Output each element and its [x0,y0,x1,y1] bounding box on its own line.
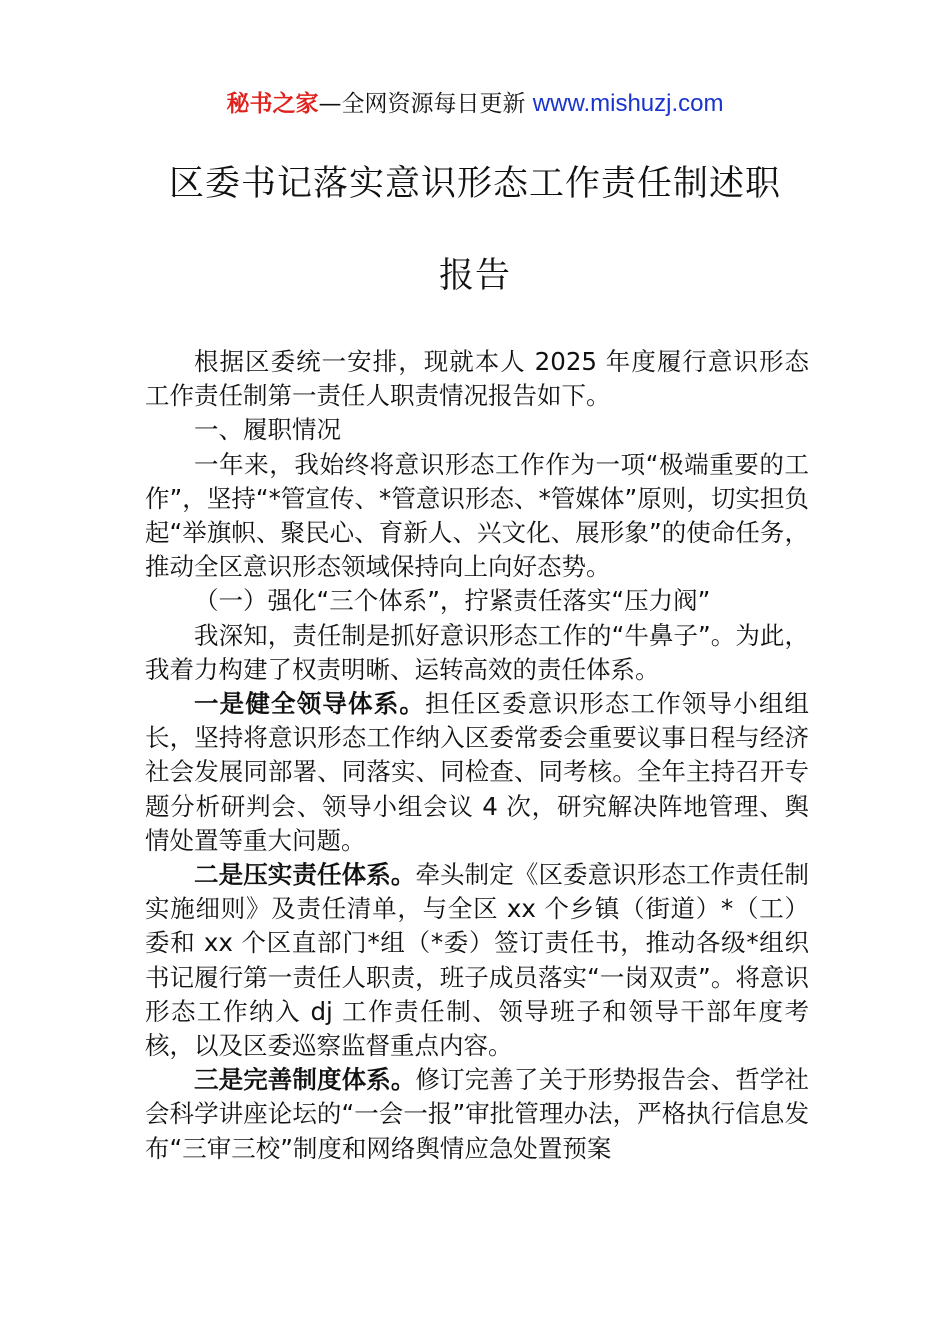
paragraph-text: 修订完善了关于形势报告会、哲学社会科学讲座论坛的“一会一报”审批管理办法，严格执行信息发布“三审三校”制度和网络舆情应急处置预案 [145,1065,809,1163]
body-paragraph [145,858,809,1063]
paragraph-lead: 一是健全领导体系。 [194,689,426,719]
document-body [145,345,809,1166]
paragraph-text: 牵头制定《区委意识形态工作责任制实施细则》及责任清单，与全区 xx 个乡镇（街道）*（工）委和 xx 个区直部门*组（*委）签订责任书，推动各级*组织书记履行第一责任人职责，班子成员落实“一岗双责”。将意识形态工作纳入 dj 工作责任制、领导班子和领导干部年度考核，以及区委巡察监督重点内容。 [145,860,809,1061]
site-tagline: —全网资源每日更新 [318,91,533,117]
paragraph-text: 担任区委意识形态工作领导小组组长，坚持将意识形态工作纳入区委常委会重要议事日程与经济社会发展同部署、同落实、同检查、同考核。全年主持召开专题分析研判会、领导小组会议 4 次，研究解决阵地管理、舆情处置等重大问题。 [145,689,810,855]
body-paragraph: 我深知，责任制是抓好意识形态工作的“牛鼻子”。为此，我着力构建了权责明晰、运转高效的责任体系。 [145,620,809,684]
subsection-heading: （一）强化“三个体系”，拧紧责任落实“压力阀” [194,586,711,616]
body-paragraph [145,1063,809,1166]
body-paragraph [145,687,809,858]
title-line-1: 区委书记落实意识形态工作责任制述职 [168,164,781,204]
document-title [145,158,805,302]
paragraph-lead: 三是完善制度体系。 [194,1065,416,1095]
site-brand: 秘书之家 [226,91,319,117]
body-paragraph: 一年来，我始终将意识形态工作作为一项“极端重要的工作”，坚持“*管宣传、*管意识形态、*管媒体”原则，切实担负起“举旗帜、聚民心、育新人、兴文化、展形象”的使命任务，推动全区意识形态领域保持向上向好态势。 [145,449,809,582]
site-url-link[interactable]: www.mishuzj.com [532,90,724,117]
section-heading: 一、履职情况 [194,415,341,445]
site-header [0,88,950,120]
intro-paragraph: 根据区委统一安排，现就本人 2025 年度履行意识形态工作责任制第一责任人职责情况报告如下。 [145,347,809,411]
title-line-2: 报告 [438,256,511,296]
paragraph-lead: 二是压实责任体系。 [194,860,416,890]
